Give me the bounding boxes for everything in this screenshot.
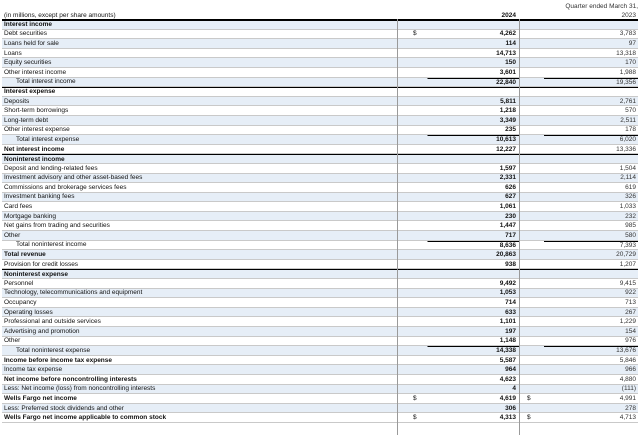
table-row (2, 97, 638, 107)
table-row (2, 183, 638, 193)
row-label: Investment advisory and other asset-based fees (4, 174, 143, 182)
row-label: Net gains from trading and securities (4, 222, 110, 230)
currency-symbol: $ (413, 414, 417, 422)
value-2024: 1,061 (499, 203, 516, 211)
value-2023: 6,020 (544, 135, 638, 143)
row-label: Total revenue (4, 251, 46, 259)
table-row (2, 308, 638, 318)
value-2024: 1,597 (499, 164, 516, 172)
row-label: Wells Fargo net income (4, 394, 77, 402)
value-2023: 278 (625, 404, 636, 412)
currency-symbol: $ (413, 30, 417, 38)
value-2023: 9,415 (619, 279, 636, 287)
value-2023: 13,676 (544, 346, 638, 354)
value-2023: 154 (625, 327, 636, 335)
value-2023: 1,229 (619, 318, 636, 326)
income-statement (2, 0, 638, 435)
value-2024: 22,840 (427, 78, 519, 86)
value-2024: 633 (505, 308, 516, 316)
row-label: Occupancy (4, 299, 37, 307)
table-row (2, 212, 638, 222)
value-2023: 326 (625, 193, 636, 201)
value-2023: 570 (625, 107, 636, 115)
value-2024: 230 (505, 212, 516, 220)
value-2024: 197 (505, 327, 516, 335)
year-2024-header: 2024 (501, 12, 516, 19)
section-header-row (2, 269, 638, 279)
subtotal-row (2, 135, 638, 145)
row-label: Total interest income (16, 78, 76, 86)
period-header-row (2, 0, 638, 10)
row-label: Other (4, 231, 21, 239)
value-2024: 1,101 (499, 318, 516, 326)
row-label: Noninterest expense (4, 270, 68, 278)
value-2023: 985 (625, 222, 636, 230)
value-2023: 2,511 (620, 116, 636, 124)
value-2024: 964 (505, 366, 516, 374)
value-2023: 580 (625, 231, 636, 239)
value-2023: 13,318 (616, 49, 636, 57)
value-2024: 4,262 (499, 30, 516, 38)
row-label: Technology, telecommunications and equipment (4, 289, 143, 297)
value-2023: 7,393 (544, 241, 638, 249)
row-label: Card fees (4, 203, 33, 211)
value-2023: 1,033 (619, 203, 636, 211)
column-header-row (2, 10, 638, 21)
table-row (2, 298, 638, 308)
table-row (2, 385, 638, 395)
row-label: Deposits (4, 97, 30, 105)
value-2024: 714 (505, 299, 516, 307)
row-label: Professional and outside services (4, 318, 101, 326)
value-2024: 4,619 (499, 394, 516, 402)
value-2023: 267 (625, 308, 636, 316)
value-2024: 9,492 (499, 279, 516, 287)
value-2023: 97 (628, 39, 636, 47)
value-2023: 966 (625, 366, 636, 374)
row-label: Operating losses (4, 308, 53, 316)
value-2023: 232 (625, 212, 636, 220)
value-2024: 1,148 (499, 337, 516, 345)
table-row (2, 58, 638, 68)
row-label: Advertising and promotion (4, 327, 80, 335)
table-row (2, 30, 638, 40)
row-label: Net income before noncontrolling interests (4, 375, 137, 383)
row-label: Income tax expense (4, 366, 63, 374)
value-2024: 2,331 (499, 174, 516, 182)
value-2024: 150 (505, 59, 516, 67)
table-row (2, 164, 638, 174)
value-2023: 976 (625, 337, 636, 345)
table-row (2, 202, 638, 212)
row-label: Wells Fargo net income applicable to common stock (4, 414, 167, 422)
row-label: Deposit and lending-related fees (4, 164, 98, 172)
table-row (2, 221, 638, 231)
currency-symbol: $ (527, 394, 531, 402)
value-2024: 20,863 (496, 251, 516, 259)
row-label: Loans held for sale (4, 39, 59, 47)
table-row (2, 68, 638, 78)
row-label: Noninterest income (4, 155, 65, 163)
row-label: Equity securities (4, 59, 52, 67)
column-divider (519, 19, 520, 435)
value-2024: 626 (505, 183, 516, 191)
table-row (2, 279, 638, 289)
value-2024: 306 (505, 404, 516, 412)
row-label: Other (4, 337, 21, 345)
value-2023: 2,761 (619, 97, 636, 105)
table-row (2, 375, 638, 385)
value-2023: 1,504 (619, 164, 636, 172)
table-row (2, 106, 638, 116)
value-2023: 2,114 (620, 174, 636, 182)
currency-symbol: $ (413, 394, 417, 402)
statement-table-body (2, 20, 638, 423)
table-row (2, 394, 638, 404)
value-2024: 14,713 (496, 49, 516, 57)
row-label: Loans (4, 49, 22, 57)
table-row (2, 145, 638, 155)
row-label: Personnel (4, 279, 34, 287)
value-2023: (111) (621, 385, 636, 393)
value-2024: 3,349 (499, 116, 516, 124)
row-label: Other interest income (4, 68, 67, 76)
table-row (2, 174, 638, 184)
value-2024: 627 (505, 193, 516, 201)
value-2024: 10,613 (427, 135, 519, 143)
row-label: Income before income tax expense (4, 356, 113, 364)
value-2023: 3,783 (619, 30, 636, 38)
value-2023: 19,356 (544, 78, 638, 86)
section-header-row (2, 154, 638, 164)
row-label: Investment banking fees (4, 193, 75, 201)
row-label: Interest expense (4, 88, 56, 96)
value-2023: 1,207 (619, 260, 636, 268)
value-2023: 619 (625, 183, 636, 191)
value-2023: 170 (625, 59, 636, 67)
value-2024: 1,218 (499, 107, 516, 115)
value-2024: 1,447 (499, 222, 516, 230)
row-label: Total noninterest income (16, 241, 87, 249)
value-2024: 4 (512, 385, 516, 393)
value-2024: 938 (505, 260, 516, 268)
currency-symbol: $ (527, 414, 531, 422)
table-row (2, 356, 638, 366)
value-2023: 178 (625, 126, 636, 134)
value-2024: 3,601 (499, 68, 516, 76)
table-row (2, 49, 638, 59)
row-label: Long-term debt (4, 116, 49, 124)
row-label: Total noninterest expense (16, 346, 91, 354)
table-row (2, 126, 638, 136)
table-row (2, 193, 638, 203)
value-2023: 13,336 (616, 145, 636, 153)
row-label: Short-term borrowings (4, 107, 69, 115)
value-2023: 922 (625, 289, 636, 297)
value-2023: 713 (625, 299, 636, 307)
row-label: Mortgage banking (4, 212, 57, 220)
value-2023: 1,988 (619, 68, 636, 76)
value-2024: 12,227 (496, 145, 516, 153)
table-row (2, 231, 638, 241)
row-label: Debt securities (4, 30, 47, 38)
column-divider (397, 19, 398, 435)
value-2024: 4,313 (499, 414, 516, 422)
subtotal-row (2, 78, 638, 88)
table-row (2, 365, 638, 375)
section-header-row (2, 20, 638, 30)
value-2023: 20,729 (616, 251, 636, 259)
value-2024: 717 (505, 231, 516, 239)
section-header-row (2, 87, 638, 97)
row-label: Interest income (4, 21, 53, 29)
value-2024: 235 (505, 126, 516, 134)
subtotal-row (2, 346, 638, 356)
table-row (2, 404, 638, 414)
value-2023: 4,880 (619, 375, 636, 383)
subtotal-row (2, 241, 638, 251)
value-2024: 5,587 (499, 356, 516, 364)
value-2024: 114 (505, 39, 516, 47)
row-label: Less: Net income (loss) from noncontrolling interests (4, 385, 156, 393)
value-2024: 5,811 (500, 97, 516, 105)
period-label: Quarter ended March 31, (565, 2, 638, 10)
table-row (2, 250, 638, 260)
value-2023: 4,991 (619, 394, 636, 402)
row-label: Net interest income (4, 145, 65, 153)
value-2024: 8,636 (427, 241, 519, 249)
value-2024: 1,053 (499, 289, 516, 297)
table-row (2, 260, 638, 270)
table-row (2, 413, 638, 423)
year-2023-header: 2023 (621, 12, 636, 19)
table-row (2, 289, 638, 299)
value-2023: 4,713 (619, 414, 636, 422)
row-label: Other interest expense (4, 126, 70, 134)
row-label: Commissions and brokerage services fees (4, 183, 127, 191)
row-label: Provision for credit losses (4, 260, 79, 268)
table-row (2, 337, 638, 347)
table-row (2, 327, 638, 337)
value-2023: 5,846 (619, 356, 636, 364)
units-note: (in millions, except per share amounts) (4, 12, 116, 19)
table-row (2, 116, 638, 126)
table-row (2, 317, 638, 327)
row-label: Total interest expense (16, 135, 80, 143)
row-label: Less: Preferred stock dividends and other (4, 404, 124, 412)
table-row (2, 39, 638, 49)
value-2024: 14,338 (427, 346, 519, 354)
value-2024: 4,623 (499, 375, 516, 383)
